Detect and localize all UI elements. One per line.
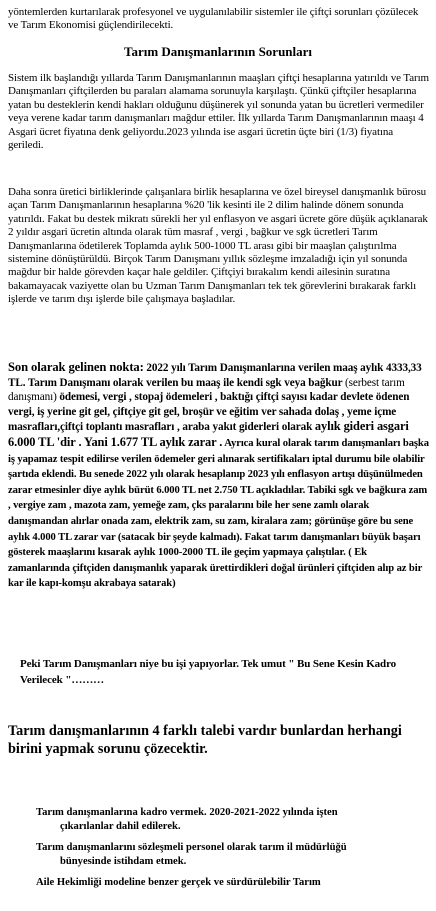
demand-item: Tarım danışmanlarına kadro vermek. 2020-2021-2022 yılında işten çıkarılanlar dahil edilerek. (36, 807, 338, 833)
demand-item: Aile Hekimliği modeline benzer gerçek ve sürdürülebilir Tarım (36, 877, 321, 888)
conclusion-details: Ayrıca kural olarak tarım danışmanları başka iş yapamaz tespit edilirse verilen ödemeler geri alınarak sertifikaları iptal durumu bile olabilir şartıda eklendi. Bu senede 2022 yılı olarak hesaplanıp 2023 yılı enflasyon artışı düşünülmeden zarar etmesinler diye aylık bürüt 6.000 TL net 2.750 TL açıkladılar. Tabiki sgk ve bağkura zam , vergiye zam , mazota zam, yemeğe zam, çks paralarını bile her sene zamlı olarak danışmandan alırlar onada zam, elektrik zam, su zam, kiralara zam; görünüşe göre bu sene aylık 4.000 TL zarar var (satacak bir şeyde kalmadı). Fakat tarım danışmanları büyük başarı gösterek maaşlarını kısarak aylık 1000-2000 TL ile geçim yapmaya çalıştılar. ( Ek zamanlarında çiftçiden danışmanlık yaparak ürettirdikleri doğal ürünleri çiftçiden alıp az bir kar ile kapı-komşu akrabaya satarak) (8, 437, 429, 590)
conclusion-expenses: ödemesi, vergi , stopaj ödemeleri , baktığı çiftçi sayısı kadar devlete ödenen vergi, iş yerine git gel, çiftçiye git gel, broşür ve eğitim ver sahada dolaş , yeme içme masrafları,çiftçi toplantı masrafları , araba yakıt giderleri olarak (8, 391, 410, 434)
intro-paragraph: yöntemlerden kurtarılarak profesyonel ve uygulanılabilir sistemler ile çiftçi sorunları çözülecek ve Tarım Ekonomisi güçlendirilecekti. (8, 6, 419, 32)
demands-heading: Tarım danışmanlarının 4 farklı talebi vardır bunlardan herhangi birini yapmak sorunu çözecektir. (8, 723, 402, 757)
demand-item: Tarım danışmanlarını sözleşmeli personel olarak tarım il müdürlüğü bünyesinde istihdam etmek. (36, 842, 347, 868)
conclusion-loss: aylık gideri asgari 6.000 TL 'dir . Yani 1.677 TL aylık zarar . (8, 419, 409, 449)
question-paragraph: Peki Tarım Danışmanları niye bu işi yapıyorlar. Tek umut " Bu Sene Kesin Kadro Verilecek "……… (20, 658, 397, 686)
paragraph-support-cuts: Daha sonra üretici birliklerinde çalışanlara birlik hesaplarına ve özel bireysel danışmanlık bürosu açan Tarım Danışmanlarının hesaplarına %20 'lik kesinti ile 2 dilim halinde dönem sonunda yatırıldı. Fakat bu destek mikratı sürekli her yıl enflasyon ve asgari ücrete göre düşük açıklanarak 2 yıldır asgari ücretin altında olarak tüm masraf , vergi , bağkur ve sgk ücretleri Tarım Danışmanlarına ödetilerek Toplamda aylık 500-1000 TL arası gibi bir maaşlan çalıştırılma sistemine dönüştürüldü. Birçok Tarım Danışmanı yıllık sözleşme imzaladığı için yıl sonunda mağdur bir halde görevden kaçar hale geldiler. Çiftçiyi bırakalım kendi ailesinin suratına bakamayacak vaziyette olan bu Uzman Tarım Danışmanları tek tek görevlerini bırakarak farklı işlerde ve tarım dışı işlerde bile çalışmaya başladılar. (8, 186, 428, 306)
paragraph-salary-history: Sistem ilk başlandığı yıllarda Tarım Danışmanlarının maaşları çiftçi hesaplarına yatırıldı ve Tarım Danışmanları çiftçilerden bu paraları alamama sorunuyla karşılaştı. Çünkü çiftçiler hesaplarına yatan bu desteklerin kendi hakları olduğunu düşünerek yıl sonunda yatan bu ücretleri vermediler veya verene kadar tarım danışmanları mağdur ettiler. İlk yıllarda Tarım Danışmanlarının maaşı 4 Asgari ücret fiyatına denk geliyordu.2023 yılında ise asgari ücretin üçte biri (1/3) fiyatına geriledi. (8, 72, 430, 152)
conclusion-paren: (serbest tarım danışmanı) (8, 376, 405, 404)
conclusion-lead: Son olarak gelinen nokta: (8, 360, 144, 374)
conclusion-salary: 2022 yılı Tarım Danışmanlarına verilen maaş aylık 4333,33 TL. Tarım Danışmanı olarak verilen bu maaş ile kendi sgk veya bağkur (8, 362, 422, 389)
paragraph-conclusion (8, 360, 430, 592)
section-title: Tarım Danışmanlarının Sorunları (123, 44, 313, 59)
